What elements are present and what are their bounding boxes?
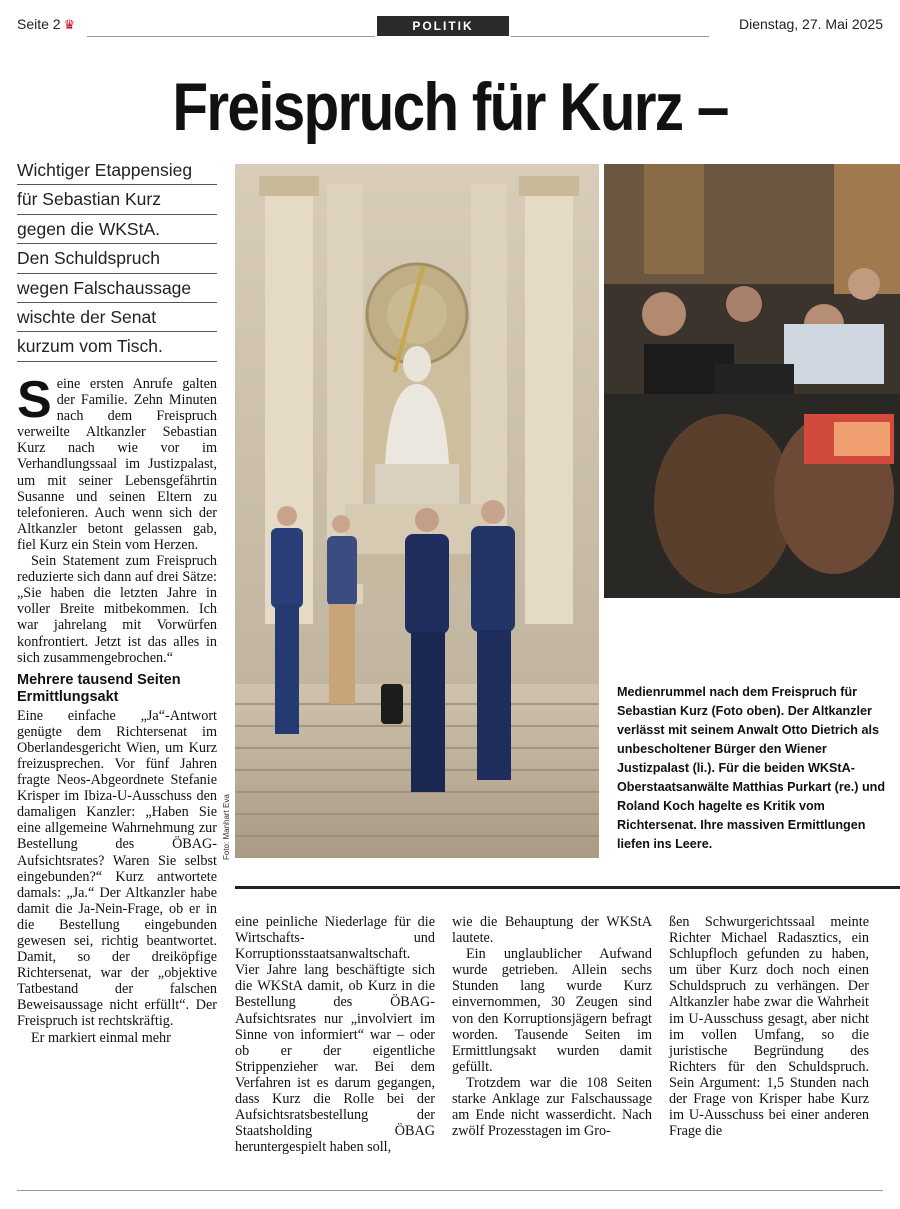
article-paragraph: eine peinliche Niederlage für die Wirtschafts- und Korruptionsstaatsanwaltschaft. (235, 914, 435, 963)
teaser-line: wegen Falschaussage (17, 274, 217, 303)
article-paragraph: Seine ersten Anrufe galten der Familie. Zehn Minuten nach dem Freispruch verweilte Altkanzler Sebastian Kurz nach wie vor im Verhandlungssaal im Justizpalast, um mit seiner Lebensgefährtin Susanne und seinen Eltern zu telefonieren. Auch wenn sich der Altkanzler betont gelassen gab, fiel Kurz ein Stein vom Herzen. (17, 371, 217, 553)
article-column-4 (669, 914, 869, 1139)
section-label: POLITIK (377, 16, 509, 36)
photo-caption: Medienrummel nach dem Freispruch für Sebastian Kurz (Foto oben). Der Altkanzler verlässt mit seinem Anwalt Otto Dietrich als unbescholtener Bürger den Wiener Justizpalast (li.). Für die beiden WKStA-Oberstaatsanwälte Matthias Purkart (re.) und Roland Koch hagelte es Kritik vom Richtersenat. Ihre massiven Ermittlungen liefen ins Leere. (617, 685, 886, 851)
article-column-3 (452, 914, 652, 1139)
header-rule-right (511, 36, 709, 37)
article-paragraph: Trotzdem war die 108 Seiten starke Anklage zur Falschaussage am Ende nicht wasserdicht. Nach zwölf Prozesstagen im Gro- (452, 1074, 652, 1140)
article-paragraph: wie die Behauptung der WKStA lautete. (452, 914, 652, 947)
teaser-line: Wichtiger Etappensieg (17, 156, 217, 185)
issue-date: Dienstag, 27. Mai 2025 (739, 16, 883, 32)
article-paragraph: Er markiert einmal mehr (31, 1029, 171, 1046)
drop-cap: S (17, 371, 52, 429)
article-column-1 (17, 371, 217, 1046)
article-paragraph: Eine einfache „Ja“-Antwort genügte dem Richtersenat im Oberlandesgericht Wien, um Kurz freizusprechen. Vor fünf Jahren fragte Neos-Abgeordnete Stefanie Krisper im Ibiza-U-Ausschuss den damaligen Kanzler: „Haben Sie eine allgemeine Wahrnehmung zur Bestellung des ÖBAG-Aufsichtsrates? Waren Sie selbst eingebunden?“ Kurz antwortete damals: „Ja.“ Der Altkanzler habe damit die Ja-Nein-Frage, ob er in die Bestellung eingebunden gewesen sei, richtig beantwortet. Damit, so der dreiköpfige Richtersenat, war der „objektive Tatbestand der falschen Beweisaussage nicht erfüllt“. Der Freispruch ist rechtskräftig. (17, 707, 217, 1030)
teaser (17, 156, 217, 362)
teaser-line: Den Schuldspruch (17, 244, 217, 273)
article-paragraph: Sein Statement zum Freispruch reduzierte sich dann auf drei Sätze: „Sie haben die letzten Jahre in voller Breite mitbekommen. Ich war jahrelang mit Vorwürfen konfrontiert. Jetzt ist das alles in sich zusammengebrochen.“ (17, 553, 217, 666)
photo-medienrummel (604, 164, 900, 598)
section-rule (235, 886, 900, 889)
footer-rule (17, 1190, 883, 1191)
photo-justizpalast (235, 164, 599, 858)
headline: Freispruch für Kurz – (172, 69, 728, 145)
article-column-2 (235, 914, 435, 1155)
article-paragraph: Ein unglaublicher Aufwand wurde getrieben. Allein sechs Stunden lang wurde Kurz einvernommen, 30 Zeugen sind von den Korruptionsjägern befragt worden. Tausende Seiten im Ermittlungsakt wurden damit gefüllt. (452, 946, 652, 1075)
teaser-line: wischte der Senat (17, 303, 217, 332)
teaser-line: kurzum vom Tisch. (17, 332, 217, 361)
page-header (17, 14, 883, 38)
subheadline: Mehrere tausend Seiten Ermittlungsakt (17, 671, 181, 705)
teaser-line: gegen die WKStA. (17, 215, 217, 244)
teaser-line: für Sebastian Kurz (17, 185, 217, 214)
header-rule-left (87, 36, 375, 37)
page-number: Seite 2 ♛ (17, 16, 76, 32)
article-paragraph: ßen Schwurgerichtssaal meinte Richter Michael Radasztics, ein Schlupfloch gefunden zu haben, um über Kurz doch noch einen Schuldspruch zu verhängen. Der Altkanzler habe zwar die Wahrheit im U-Ausschuss gesagt, aber nicht im vollen Umfang, so die juristische Begründung des Richters für den Schuldspruch. Sein Argument: 1,5 Stunden nach der Frage von Krisper habe Kurz im U-Ausschuss bei einer anderen Frage die (669, 914, 869, 1140)
photo-credit: Foto: Manhart Eva (222, 794, 231, 860)
crown-icon: ♛ (63, 17, 76, 32)
article-paragraph: Vier Jahre lang beschäftigte sich die WKStA damit, ob Kurz in die Bestellung des ÖBAG-Aufsichtsrates nur „involviert im Sinne von informiert“ war – oder ob er der eigentliche Strippenzieher war. Bei dem Verfahren ist es darum gegangen, dass Kurz die Rolle bei der Aufsichtsratsbestellung der Staatsholding ÖBAG heruntergespielt haben soll, (235, 962, 435, 1156)
